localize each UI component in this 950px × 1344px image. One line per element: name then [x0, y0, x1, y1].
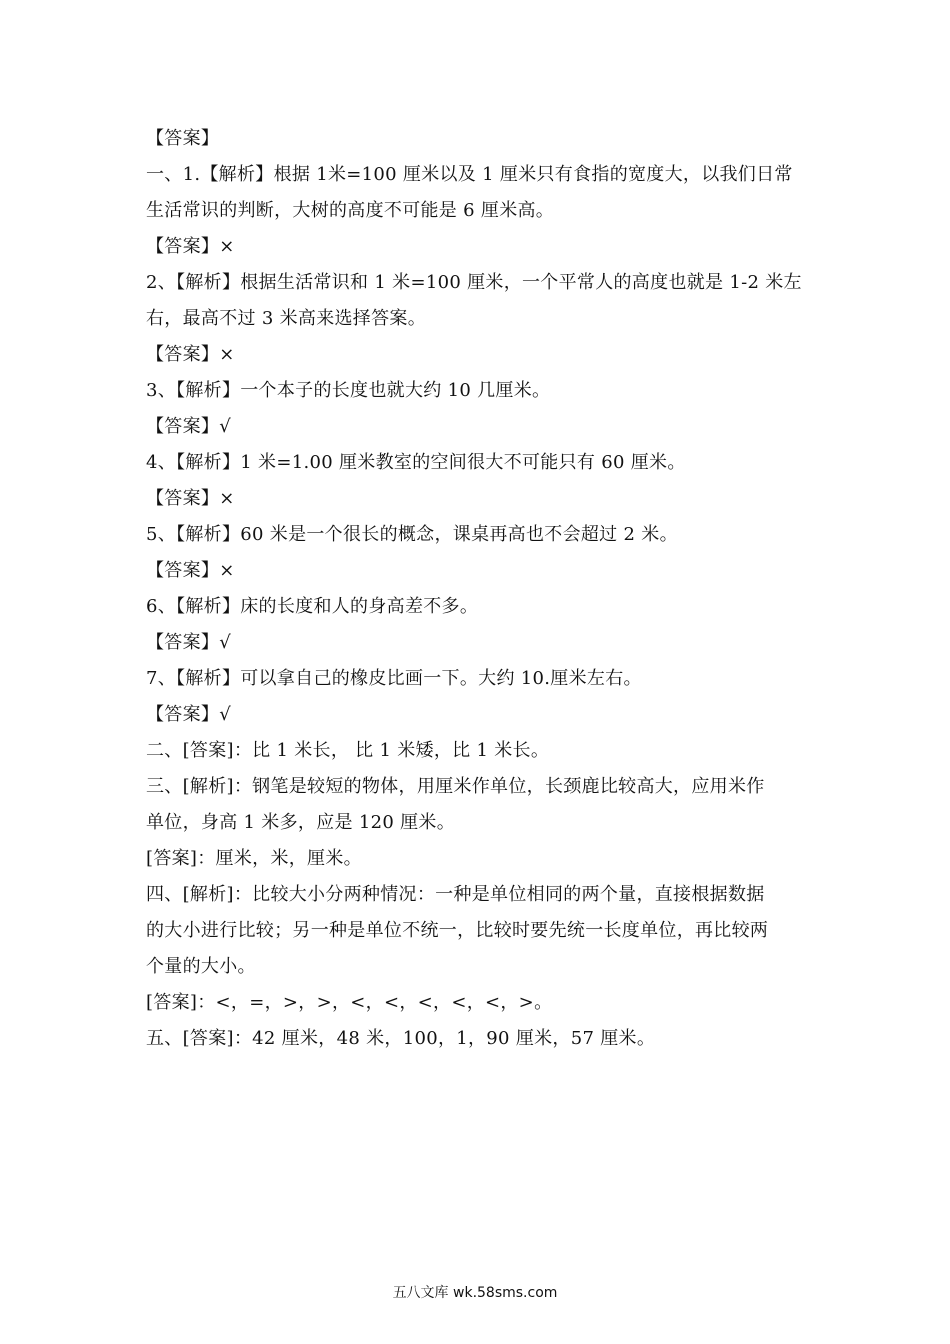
text-line: 五、[答案]：42 厘米，48 米，100，1，90 厘米，57 厘米。	[146, 1028, 656, 1049]
text-line: 右，最高不过 3 米高来选择答案。	[146, 308, 426, 329]
text-line: [答案]：<，=，>，>，<，<，<，<，<，>。	[146, 992, 553, 1013]
text-line: 【答案】×	[146, 236, 235, 257]
text-line: 一、1.【解析】根据 1米=100 厘米以及 1 厘米只有食指的宽度大，以我们日常	[146, 164, 793, 185]
text-line: 【答案】√	[146, 632, 231, 653]
answer-content	[146, 121, 816, 1057]
text-line: 2、【解析】根据生活常识和 1 米=100 厘米，一个平常人的高度也就是 1-2 米左	[146, 272, 802, 293]
text-line: 4、【解析】1 米=1.00 厘米教室的空间很大不可能只有 60 厘米。	[146, 452, 686, 473]
text-line: 二、[答案]：比 1 米长， 比 1 米矮，比 1 米长。	[146, 740, 550, 761]
text-line: 【答案】×	[146, 488, 235, 509]
text-line: 三、[解析]：钢笔是较短的物体，用厘米作单位，长颈鹿比较高大，应用米作	[146, 776, 765, 797]
text-line: 个量的大小。	[146, 956, 256, 977]
text-line: 5、【解析】60 米是一个很长的概念，课桌再高也不会超过 2 米。	[146, 524, 678, 545]
text-line: 【答案】√	[146, 704, 231, 725]
text-line: 【答案】	[146, 128, 220, 149]
text-line: 单位，身高 1 米多，应是 120 厘米。	[146, 812, 455, 833]
text-line: 四、[解析]：比较大小分两种情况：一种是单位相同的两个量，直接根据数据	[146, 884, 765, 905]
text-line: 【答案】×	[146, 560, 235, 581]
text-line: 【答案】×	[146, 344, 235, 365]
footer-watermark: 五八文库 wk.58sms.com	[392, 1285, 558, 1301]
text-line: 6、【解析】床的长度和人的身高差不多。	[146, 596, 479, 617]
text-line: 3、【解析】一个本子的长度也就大约 10 几厘米。	[146, 380, 551, 401]
text-line: 【答案】√	[146, 416, 231, 437]
text-line: [答案]：厘米，米，厘米。	[146, 848, 362, 869]
text-line: 的大小进行比较；另一种是单位不统一，比较时要先统一长度单位，再比较两	[146, 920, 769, 941]
text-line: 生活常识的判断，大树的高度不可能是 6 厘米高。	[146, 200, 555, 221]
text-line: 7、【解析】可以拿自己的橡皮比画一下。大约 10.厘米左右。	[146, 668, 642, 689]
